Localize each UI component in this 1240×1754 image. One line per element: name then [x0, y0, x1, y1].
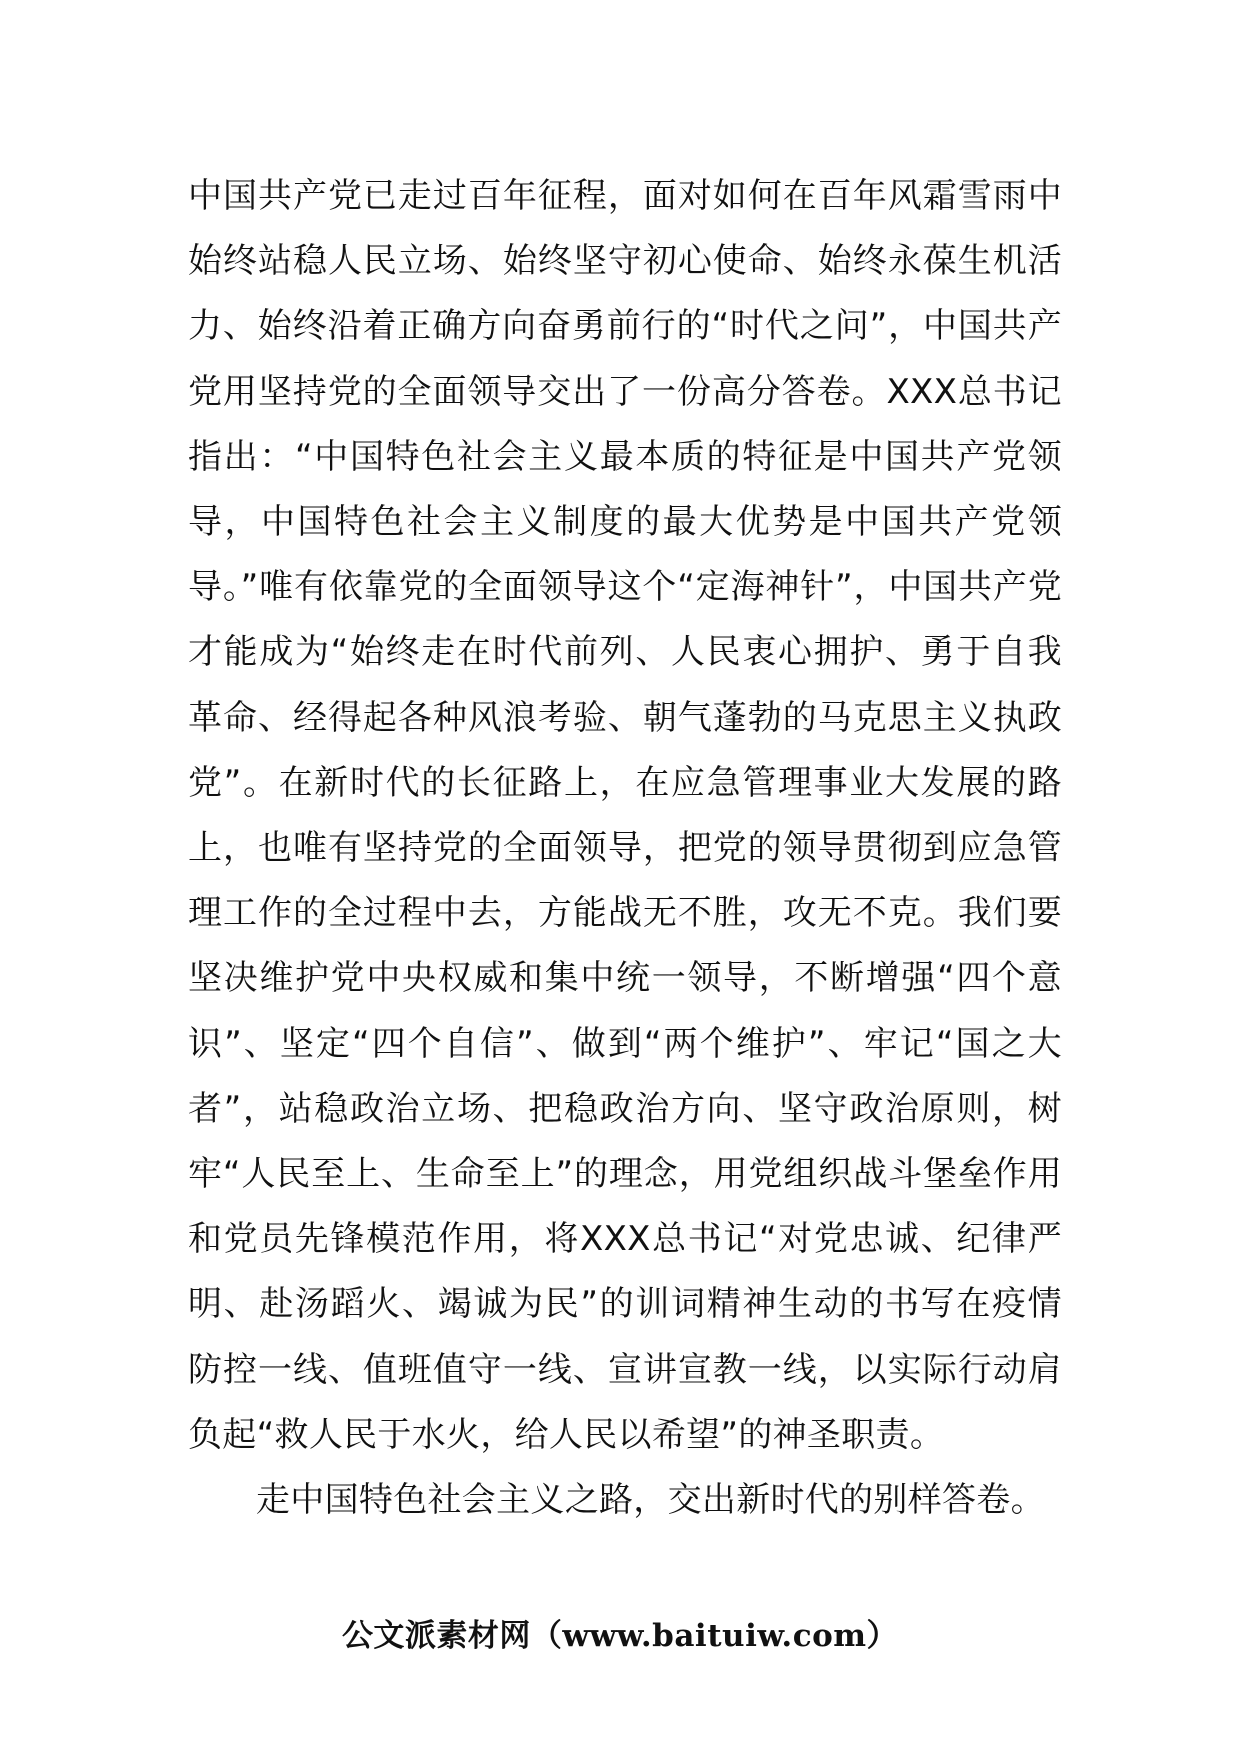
paragraph-1: 中国共产党已走过百年征程，面对如何在百年风霜雪雨中始终站稳人民立场、始终坚守初心使命、始终永葆生机活力、始终沿着正确方向奋勇前行的“时代之问”，中国共产党用坚持党的全面领导交出了一份高分答卷。XXX总书记指出：“中国特色社会主义最本质的特征是中国共产党领导，中国特色社会主义制度的最大优势是中国共产党领导。”唯有依靠党的全面领导这个“定海神针”，中国共产党才能成为“始终走在时代前列、人民衷心拥护、勇于自我革命、经得起各种风浪考验、朝气蓬勃的马克思主义执政党”。在新时代的长征路上，在应急管理事业大发展的路上，也唯有坚持党的全面领导，把党的领导贯彻到应急管理工作的全过程中去，方能战无不胜，攻无不克。我们要坚决维护党中央权威和集中统一领导，不断增强“四个意识”、坚定“四个自信”、做到“两个维护”、牢记“国之大者”，站稳政治立场、把稳政治方向、坚守政治原则，树牢“人民至上、生命至上”的理念，用党组织战斗堡垒作用和党员先锋模范作用，将XXX总书记“对党忠诚、纪律严明、赴汤蹈火、竭诚为民”的训词精神生动的书写在疫情防控一线、值班值守一线、宣讲宣教一线，以实际行动肩负起“救人民于水火，给人民以希望”的神圣职责。 — [188, 176, 1062, 1455]
paragraph-2: 走中国特色社会主义之路，交出新时代的别样答卷。 — [256, 1480, 1045, 1521]
document-body — [188, 164, 1062, 1533]
footer-watermark: 公文派素材网（www.baituiw.com） — [341, 1618, 899, 1654]
